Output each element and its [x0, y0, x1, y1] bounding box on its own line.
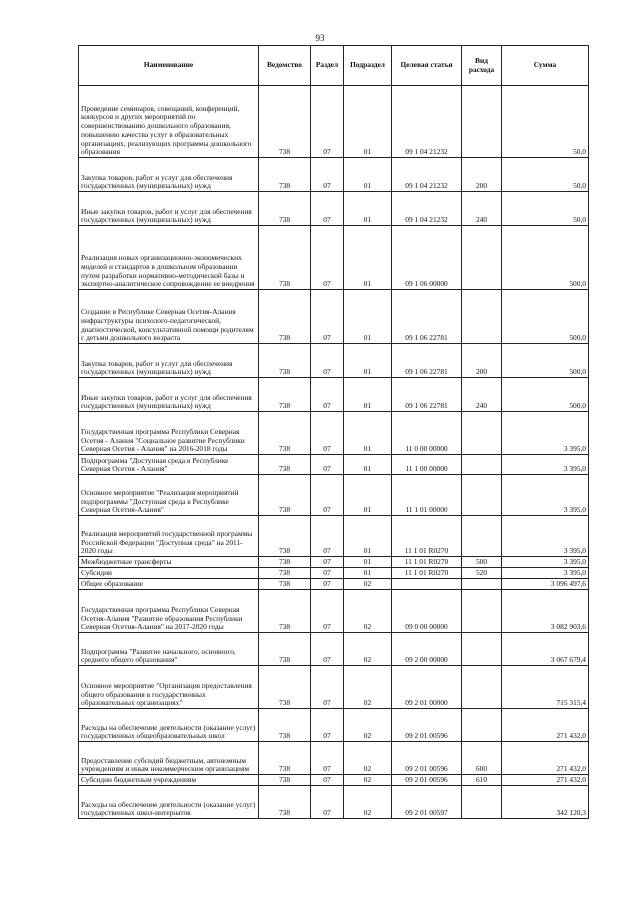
- cell-name: Проведение семинаров, совещаний, конференций, конкурсов и других мероприятий по совершенствованию дошкольного образования, повышению качества услуг в образовательных организациях, реализующих программы дошкольного образования: [79, 86, 259, 158]
- table-row: [79, 455, 589, 475]
- table-row: [79, 590, 589, 633]
- cell-expense-type: [462, 455, 502, 475]
- cell-dept: 738: [259, 378, 311, 412]
- cell-expense-type: [462, 633, 502, 666]
- cell-section: 07: [311, 633, 344, 666]
- cell-section: 07: [311, 579, 344, 590]
- cell-subsection: 02: [344, 775, 392, 786]
- cell-section: 07: [311, 557, 344, 568]
- table-row: [79, 226, 589, 290]
- cell-section: 07: [311, 786, 344, 819]
- cell-name: Закупка товаров, работ и услуг для обеспечения государственных (муниципальных) нужд: [79, 344, 259, 378]
- table-row: [79, 786, 589, 819]
- cell-subsection: 02: [344, 633, 392, 666]
- cell-expense-type: [462, 666, 502, 709]
- cell-section: 07: [311, 709, 344, 742]
- cell-amount: 3 395,0: [502, 475, 589, 516]
- cell-target: 09 2 01 00596: [392, 742, 462, 775]
- cell-name: Межбюджетные трансферты: [79, 557, 259, 568]
- cell-section: 07: [311, 568, 344, 579]
- cell-name: Подпрограмма "Развитие начального, основного, среднего общего образования": [79, 633, 259, 666]
- table-row: [79, 742, 589, 775]
- budget-table: [78, 45, 589, 819]
- cell-section: 07: [311, 378, 344, 412]
- cell-amount: 500,0: [502, 378, 589, 412]
- cell-dept: 738: [259, 475, 311, 516]
- cell-section: 07: [311, 590, 344, 633]
- cell-name: Реализация мероприятий государственной программы Российской Федерации "Доступная среда" на 2011-2020 годы: [79, 516, 259, 557]
- cell-subsection: 02: [344, 786, 392, 819]
- cell-amount: 271 432,0: [502, 742, 589, 775]
- table-header-row: [79, 46, 589, 86]
- cell-expense-type: [462, 86, 502, 158]
- cell-amount: 50,0: [502, 158, 589, 192]
- cell-subsection: 01: [344, 475, 392, 516]
- cell-subsection: 01: [344, 557, 392, 568]
- cell-expense-type: [462, 709, 502, 742]
- cell-subsection: 02: [344, 579, 392, 590]
- cell-subsection: 01: [344, 226, 392, 290]
- cell-dept: 738: [259, 158, 311, 192]
- cell-target: 11 1 01 R0270: [392, 516, 462, 557]
- cell-dept: 738: [259, 633, 311, 666]
- cell-dept: 738: [259, 568, 311, 579]
- cell-amount: 3 395,0: [502, 568, 589, 579]
- cell-subsection: 01: [344, 192, 392, 226]
- table-row: [79, 475, 589, 516]
- cell-dept: 738: [259, 516, 311, 557]
- cell-expense-type: 200: [462, 344, 502, 378]
- table-row: [79, 412, 589, 455]
- cell-dept: 738: [259, 557, 311, 568]
- table-row: [79, 516, 589, 557]
- cell-amount: 3 395,0: [502, 516, 589, 557]
- cell-name: Подпрограмма "Доступная среда в Республике Северная Осетия - Алания": [79, 455, 259, 475]
- cell-subsection: 02: [344, 666, 392, 709]
- cell-section: 07: [311, 226, 344, 290]
- cell-amount: 500,0: [502, 226, 589, 290]
- page-number: 93: [315, 33, 325, 43]
- cell-expense-type: 240: [462, 378, 502, 412]
- cell-amount: 271 432,0: [502, 775, 589, 786]
- cell-target: 09 2 01 00597: [392, 786, 462, 819]
- cell-section: 07: [311, 158, 344, 192]
- header-section: Раздел: [311, 46, 344, 86]
- cell-target: 09 2 01 00596: [392, 709, 462, 742]
- cell-target: 11 1 01 R0270: [392, 568, 462, 579]
- cell-subsection: 01: [344, 412, 392, 455]
- cell-name: Субсидии: [79, 568, 259, 579]
- cell-amount: 50,0: [502, 192, 589, 226]
- cell-expense-type: 200: [462, 158, 502, 192]
- cell-expense-type: [462, 412, 502, 455]
- cell-name: Субсидии бюджетным учреждениям: [79, 775, 259, 786]
- cell-section: 07: [311, 475, 344, 516]
- cell-name: Иные закупки товаров, работ и услуг для обеспечения государственных (муниципальных) нужд: [79, 192, 259, 226]
- cell-expense-type: [462, 516, 502, 557]
- cell-name: Основное мероприятие "Организация предоставления общего образования в государственных образовательных организациях": [79, 666, 259, 709]
- cell-section: 07: [311, 455, 344, 475]
- cell-dept: 738: [259, 344, 311, 378]
- cell-target: 09 1 06 22781: [392, 344, 462, 378]
- header-amount: Сумма: [502, 46, 589, 86]
- cell-name: Иные закупки товаров, работ и услуг для обеспечения государственных (муниципальных) нужд: [79, 378, 259, 412]
- table-row: [79, 290, 589, 344]
- cell-expense-type: 600: [462, 742, 502, 775]
- cell-dept: 738: [259, 86, 311, 158]
- header-target: Целевая статья: [392, 46, 462, 86]
- cell-target: [392, 579, 462, 590]
- header-dept: Ведомство: [259, 46, 311, 86]
- cell-target: 09 1 06 22781: [392, 290, 462, 344]
- header-name: Наименование: [79, 46, 259, 86]
- cell-target: 09 2 00 00000: [392, 633, 462, 666]
- cell-target: 11 0 00 00000: [392, 412, 462, 455]
- cell-name: Реализация новых организационно-экономических моделей и стандартов в дошкольном образовании путем разработки нормативно-методической базы и экспертно-аналитическое сопровождение ее внедрения: [79, 226, 259, 290]
- cell-subsection: 01: [344, 86, 392, 158]
- cell-subsection: 01: [344, 378, 392, 412]
- cell-section: 07: [311, 666, 344, 709]
- table-row: [79, 378, 589, 412]
- cell-name: Создание в Республике Северная Осетия-Алания инфраструктуры психолого-педагогической, диагностической, консультативной помощи родителям с детьми дошкольного возраста: [79, 290, 259, 344]
- cell-name: Предоставление субсидий бюджетным, автономным учреждениям и иным некоммерческим организациям: [79, 742, 259, 775]
- header-expense-type: Вид расхода: [462, 46, 502, 86]
- cell-section: 07: [311, 192, 344, 226]
- cell-amount: 342 120,3: [502, 786, 589, 819]
- cell-expense-type: 240: [462, 192, 502, 226]
- cell-expense-type: [462, 786, 502, 819]
- cell-target: 11 1 01 R0270: [392, 557, 462, 568]
- cell-name: Закупка товаров, работ и услуг для обеспечения государственных (муниципальных) нужд: [79, 158, 259, 192]
- cell-subsection: 01: [344, 516, 392, 557]
- cell-expense-type: [462, 475, 502, 516]
- cell-amount: 715 315,4: [502, 666, 589, 709]
- cell-subsection: 02: [344, 590, 392, 633]
- cell-section: 07: [311, 775, 344, 786]
- table-row: [79, 579, 589, 590]
- cell-target: 09 1 04 21232: [392, 86, 462, 158]
- cell-expense-type: [462, 590, 502, 633]
- cell-dept: 738: [259, 455, 311, 475]
- cell-amount: 500,0: [502, 290, 589, 344]
- cell-expense-type: [462, 226, 502, 290]
- cell-dept: 738: [259, 412, 311, 455]
- table-row: [79, 775, 589, 786]
- cell-dept: 738: [259, 290, 311, 344]
- cell-name: Основное мероприятие "Реализация мероприятий подпрограммы "Доступная среда в Республике Северная Осетия-Алания": [79, 475, 259, 516]
- table-row: [79, 557, 589, 568]
- cell-target: 09 0 00 00000: [392, 590, 462, 633]
- cell-subsection: 01: [344, 344, 392, 378]
- cell-name: Расходы на обеспечение деятельности (оказание услуг) государственных общеобразовательных школ: [79, 709, 259, 742]
- cell-name: Государственная программа Республики Северная Осетия-Алания "Развитие образования Республики Северная Осетия-Алания" на 2017-2020 годы: [79, 590, 259, 633]
- cell-dept: 738: [259, 709, 311, 742]
- cell-target: 11 1 00 00000: [392, 455, 462, 475]
- cell-section: 07: [311, 412, 344, 455]
- cell-expense-type: 520: [462, 568, 502, 579]
- cell-target: 09 1 06 22781: [392, 378, 462, 412]
- cell-name: Расходы на обеспечение деятельности (оказание услуг) государственных школ-интернатов: [79, 786, 259, 819]
- cell-amount: 3 082 903,6: [502, 590, 589, 633]
- cell-target: 09 1 04 21232: [392, 158, 462, 192]
- cell-target: 09 1 04 21232: [392, 192, 462, 226]
- cell-expense-type: 500: [462, 557, 502, 568]
- cell-amount: 3 395,0: [502, 412, 589, 455]
- cell-subsection: 02: [344, 742, 392, 775]
- cell-dept: 738: [259, 192, 311, 226]
- cell-amount: 50,0: [502, 86, 589, 158]
- cell-dept: 738: [259, 579, 311, 590]
- cell-section: 07: [311, 290, 344, 344]
- cell-dept: 738: [259, 666, 311, 709]
- table-row: [79, 86, 589, 158]
- table-row: [79, 709, 589, 742]
- header-subsection: Подраздел: [344, 46, 392, 86]
- cell-dept: 738: [259, 775, 311, 786]
- cell-target: 09 1 06 00000: [392, 226, 462, 290]
- cell-amount: 3 395,0: [502, 455, 589, 475]
- cell-section: 07: [311, 742, 344, 775]
- table-row: [79, 666, 589, 709]
- cell-amount: 3 395,0: [502, 557, 589, 568]
- cell-name: Государственная программа Республики Северная Осетия - Алания "Социальное развитие Республики Северная Осетия - Алания" на 2016-2018 годы: [79, 412, 259, 455]
- cell-section: 07: [311, 344, 344, 378]
- cell-amount: 3 067 679,4: [502, 633, 589, 666]
- cell-subsection: 01: [344, 158, 392, 192]
- cell-section: 07: [311, 86, 344, 158]
- cell-dept: 738: [259, 786, 311, 819]
- table-row: [79, 633, 589, 666]
- cell-dept: 738: [259, 590, 311, 633]
- cell-name: Общее образование: [79, 579, 259, 590]
- cell-target: 09 2 01 00596: [392, 775, 462, 786]
- cell-amount: 500,0: [502, 344, 589, 378]
- cell-expense-type: 610: [462, 775, 502, 786]
- cell-dept: 738: [259, 742, 311, 775]
- table-row: [79, 344, 589, 378]
- table-row: [79, 192, 589, 226]
- cell-amount: 3 096 497,6: [502, 579, 589, 590]
- table-row: [79, 158, 589, 192]
- cell-amount: 271 432,0: [502, 709, 589, 742]
- cell-expense-type: [462, 290, 502, 344]
- cell-target: 09 2 01 00000: [392, 666, 462, 709]
- cell-target: 11 1 01 00000: [392, 475, 462, 516]
- cell-dept: 738: [259, 226, 311, 290]
- cell-subsection: 01: [344, 568, 392, 579]
- cell-subsection: 02: [344, 709, 392, 742]
- table-row: [79, 568, 589, 579]
- cell-subsection: 01: [344, 290, 392, 344]
- cell-expense-type: [462, 579, 502, 590]
- cell-section: 07: [311, 516, 344, 557]
- cell-subsection: 01: [344, 455, 392, 475]
